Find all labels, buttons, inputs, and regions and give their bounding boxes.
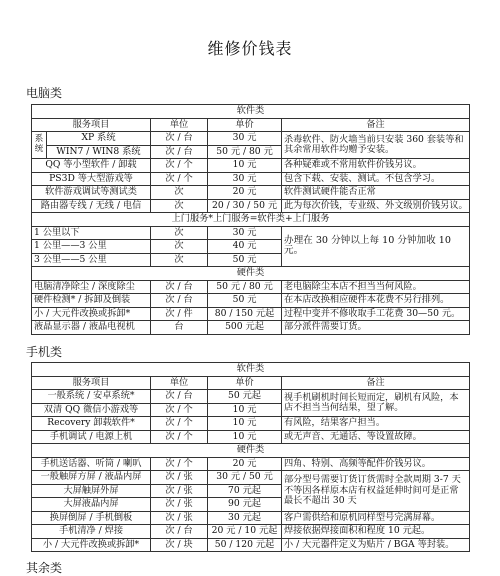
table-row — [32, 538, 470, 552]
service-cell: 一般触屏方屏 / 液晶内屏 — [32, 471, 151, 485]
section-header-row — [32, 444, 470, 458]
service-cell: 小 / 大元件改换或拆卸* — [32, 538, 151, 552]
price-cell: 20 元 — [208, 186, 282, 200]
computer-price-table — [31, 104, 470, 335]
note-cell: 或无声音、无通话、等设置故障。 — [282, 430, 470, 444]
unit-cell: 次 / 张 — [151, 484, 208, 498]
column-header-row — [32, 118, 470, 132]
section-header-row — [32, 105, 470, 119]
note-cell: 此为每次价钱，专业级、外文级别价钱另议。 — [282, 199, 470, 213]
unit-cell: 次 — [151, 186, 208, 200]
note-cell: 部分型号需要订货订货需时全款周期 3-7 天不等因各样原本店有权益延伸时间可是正常最长不超出 30 天 — [282, 471, 470, 512]
column-header-row — [32, 376, 470, 390]
price-cell: 50 元 / 80 元 — [208, 145, 282, 159]
note-cell: 老电脑除尘本店不担当当何风险。 — [282, 280, 470, 294]
unit-cell: 次 / 张 — [151, 498, 208, 512]
price-cell: 30 元 / 50 元 — [208, 471, 282, 485]
col-header-unit: 单位 — [151, 118, 208, 132]
service-cell: 手机清净 / 焊接 — [32, 525, 151, 539]
service-cell: 手机调试 / 电源上机 — [32, 430, 151, 444]
service-cell: 大屏液晶内屏 — [32, 498, 151, 512]
section-header-door-service: 上门服务*上门服务=软件类+上门服务 — [32, 213, 470, 227]
unit-cell: 次 / 张 — [151, 511, 208, 525]
note-cell: 小 / 大元器件定义为贴片 / BGA 等封装。 — [282, 538, 470, 552]
service-cell: 液晶显示器 / 液晶电视机 — [32, 321, 151, 335]
price-cell: 50 元 — [208, 253, 282, 267]
unit-cell: 次 / 个 — [151, 417, 208, 431]
service-cell: 大屏触屏外屏 — [32, 484, 151, 498]
note-cell: 软件测试硬件能否正常 — [282, 186, 470, 200]
price-cell: 50 元 / 80 元 — [208, 280, 282, 294]
price-cell: 20 元 / 10 元起 — [208, 525, 282, 539]
table-row — [32, 172, 470, 186]
price-cell: 30 元 — [208, 132, 282, 146]
table-row — [32, 511, 470, 525]
col-header-note: 备注 — [282, 118, 470, 132]
system-group-label: 系统 — [32, 132, 47, 159]
table-row — [32, 417, 470, 431]
table-row — [32, 457, 470, 471]
unit-cell: 次 / 块 — [151, 538, 208, 552]
note-cell: 部分派件需要订货。 — [282, 321, 470, 335]
section-header-row — [32, 213, 470, 227]
unit-cell: 次 — [151, 199, 208, 213]
unit-cell: 次 — [151, 226, 208, 240]
section-label-computer: 电脑类 — [26, 86, 63, 100]
table-row — [32, 294, 470, 308]
note-cell: 客户需供给和原机同样型号完满屏幕。 — [282, 511, 470, 525]
section-header-software: 软件类 — [32, 363, 470, 377]
unit-cell: 次 / 个 — [151, 172, 208, 186]
page-title: 维修价钱表 — [207, 39, 293, 58]
unit-cell: 次 / 件 — [151, 307, 208, 321]
note-cell: 焊接依据焊接面积和程度 10 元起。 — [282, 525, 470, 539]
table-row — [32, 159, 470, 173]
service-cell: 1 公里——3 公里 — [32, 240, 151, 254]
note-cell: 包含下载、安装、测试。不包含学习。 — [282, 172, 470, 186]
unit-cell: 次 — [151, 240, 208, 254]
table-row — [32, 525, 470, 539]
col-header-price: 单价 — [208, 118, 282, 132]
price-cell: 30 元起 — [208, 511, 282, 525]
note-cell: 四角、特别、高频等配件价钱另议。 — [282, 457, 470, 471]
table-row — [32, 390, 470, 404]
unit-cell: 次 / 个 — [151, 159, 208, 173]
price-cell: 500 元起 — [208, 321, 282, 335]
table-row — [32, 199, 470, 213]
table-row — [32, 307, 470, 321]
price-cell: 10 元 — [208, 430, 282, 444]
unit-cell: 次 / 台 — [151, 294, 208, 308]
col-header-note: 备注 — [282, 376, 470, 390]
table-row — [32, 430, 470, 444]
price-cell: 70 元起 — [208, 484, 282, 498]
note-cell: 视手机刷机时间长短而定，刷机有风险，本店不担当当何结果，望了解。 — [282, 390, 470, 417]
price-cell: 10 元 — [208, 417, 282, 431]
price-cell: 20 元 — [208, 457, 282, 471]
note-cell: 各种疑难或不常用软件价钱另议。 — [282, 159, 470, 173]
unit-cell: 次 / 台 — [151, 132, 208, 146]
section-label-other: 其余类 — [26, 561, 63, 575]
service-cell: WIN7 / WIN8 系统 — [47, 145, 151, 159]
service-cell: 3 公里——5 公里 — [32, 253, 151, 267]
price-cell: 90 元起 — [208, 498, 282, 512]
price-cell: 10 元 — [208, 403, 282, 417]
table-row — [32, 226, 470, 240]
section-header-row — [32, 267, 470, 281]
price-cell: 50 元起 — [208, 390, 282, 404]
price-cell: 40 元 — [208, 240, 282, 254]
service-cell: 电脑清净除尘 / 深度除尘 — [32, 280, 151, 294]
service-cell: Recovery 卸载软件* — [32, 417, 151, 431]
service-cell: 换屏倒屏 / 手机倒板 — [32, 511, 151, 525]
col-header-price: 单价 — [208, 376, 282, 390]
unit-cell: 次 / 台 — [151, 280, 208, 294]
table-row — [32, 321, 470, 335]
unit-cell: 次 / 张 — [151, 471, 208, 485]
service-cell: 1 公里以下 — [32, 226, 151, 240]
service-cell: 路由器专线 / 无线 / 电信 — [32, 199, 151, 213]
service-cell: QQ 等小型软件 / 卸载 — [32, 159, 151, 173]
unit-cell: 次 / 台 — [151, 525, 208, 539]
table-row — [32, 132, 470, 146]
table-row — [32, 186, 470, 200]
note-cell: 杀毒软件、防火墙当前只安装 360 套装等和其余常用软件均赠予安装。 — [282, 132, 470, 159]
price-cell: 30 元 — [208, 226, 282, 240]
section-label-phone: 手机类 — [26, 345, 63, 359]
section-header-software: 软件类 — [32, 105, 470, 119]
unit-cell: 次 / 台 — [151, 390, 208, 404]
note-cell: 有风险，结果客户担当。 — [282, 417, 470, 431]
unit-cell: 次 / 个 — [151, 430, 208, 444]
section-header-row — [32, 363, 470, 377]
unit-cell: 次 — [151, 253, 208, 267]
price-cell: 50 元 — [208, 294, 282, 308]
section-header-hardware: 硬件类 — [32, 267, 470, 281]
table-row — [32, 471, 470, 485]
service-cell: XP 系统 — [47, 132, 151, 146]
service-cell: 手机送话器、听筒 / 喇叭 — [32, 457, 151, 471]
price-cell: 10 元 — [208, 159, 282, 173]
unit-cell: 次 / 台 — [151, 145, 208, 159]
unit-cell: 台 — [151, 321, 208, 335]
service-cell: 一般系统 / 安卓系统* — [32, 390, 151, 404]
service-cell: 小 / 大元件改换或拆卸* — [32, 307, 151, 321]
col-header-service: 服务项目 — [32, 118, 151, 132]
unit-cell: 次 / 个 — [151, 403, 208, 417]
service-cell: 双清 QQ 微信小游戏等 — [32, 403, 151, 417]
price-cell: 20 / 30 / 50 元 — [208, 199, 282, 213]
service-cell: PS3D 等大型游戏等 — [32, 172, 151, 186]
phone-price-table — [31, 362, 470, 552]
table-row — [32, 280, 470, 294]
price-cell: 50 / 120 元起 — [208, 538, 282, 552]
note-cell: 办理在 30 分钟以上每 10 分钟加收 10 元。 — [282, 226, 470, 267]
note-cell: 过程中变并不修收取手工花费 30—50 元。 — [282, 307, 470, 321]
unit-cell: 次 / 个 — [151, 457, 208, 471]
price-cell: 80 / 150 元起 — [208, 307, 282, 321]
section-header-hardware: 硬件类 — [32, 444, 470, 458]
col-header-unit: 单位 — [151, 376, 208, 390]
service-cell: 硬件检测* / 拆卸及倒装 — [32, 294, 151, 308]
col-header-service: 服务项目 — [32, 376, 151, 390]
note-cell: 在本店改换相应硬件本花费不另行排列。 — [282, 294, 470, 308]
service-cell: 软件游戏调试等测试类 — [32, 186, 151, 200]
price-cell: 30 元 — [208, 172, 282, 186]
